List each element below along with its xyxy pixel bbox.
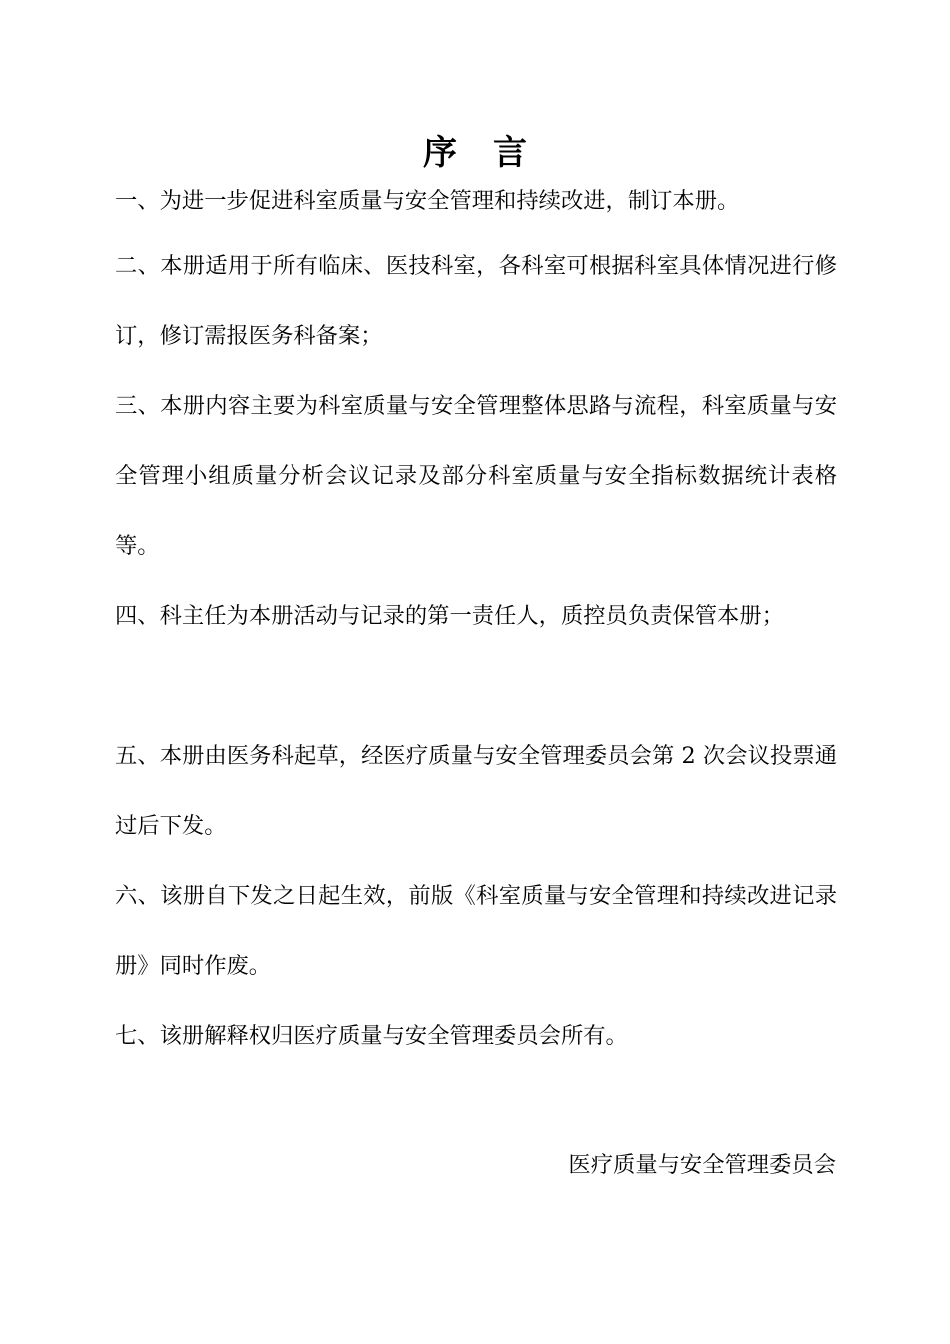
clause-1: 一、为进一步促进科室质量与安全管理和持续改进，制订本册。 [115,188,740,214]
page-title: 序言 [423,133,563,173]
clause-5: 五、本册由医务科起草，经医疗质量与安全管理委员会第 2 次会议投票通过后下发。 [115,743,837,839]
clause-7: 七、该册解释权归医疗质量与安全管理委员会所有。 [115,1023,628,1049]
clause-6: 六、该册自下发之日起生效，前版《科室质量与安全管理和持续改进记录册》同时作废。 [115,883,837,979]
clause-3: 三、本册内容主要为科室质量与安全管理整体思路与流程，科室质量与安全管理小组质量分析会议记录及部分科室质量与安全指标数据统计表格等。 [115,393,837,559]
clause-2: 二、本册适用于所有临床、医技科室，各科室可根据科室具体情况进行修订，修订需报医务科备案； [115,253,837,349]
signature: 医疗质量与安全管理委员会 [568,1152,836,1178]
clause-4: 四、科主任为本册活动与记录的第一责任人，质控员负责保管本册； [115,603,784,629]
